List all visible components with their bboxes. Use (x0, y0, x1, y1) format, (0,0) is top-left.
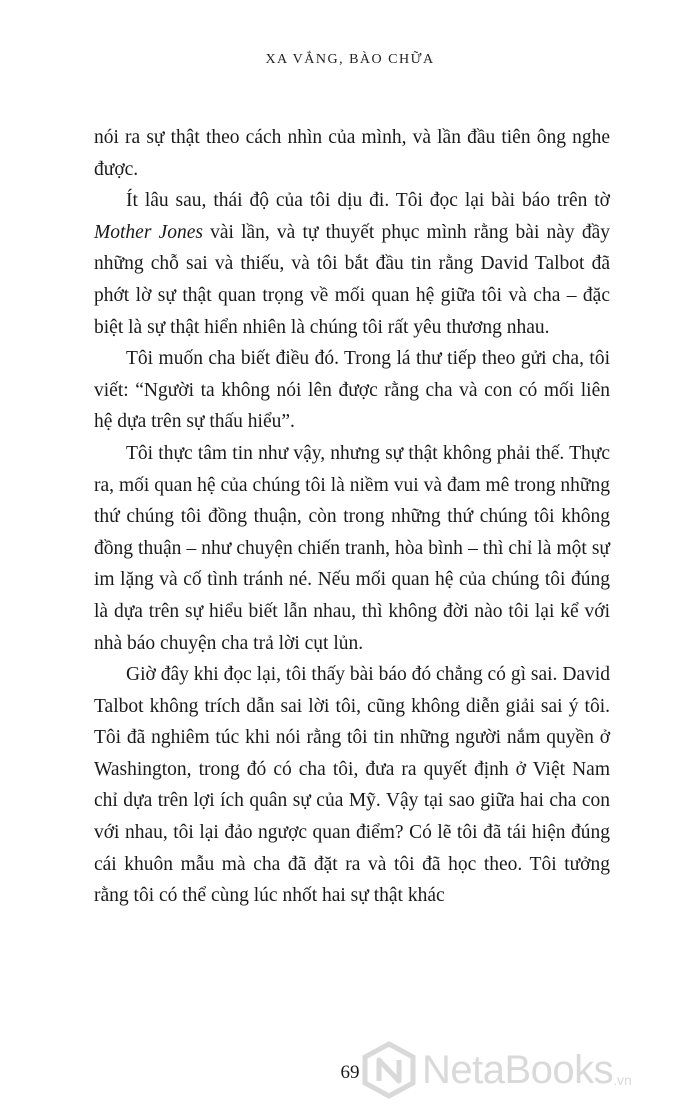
paragraph-4 (94, 438, 610, 659)
running-head: XA VẮNG, BÀO CHỮA (265, 52, 435, 67)
paragraph-4-text: Tôi thực tâm tin như vậy, nhưng sự thật không phải thế. Thực ra, mối quan hệ của chúng tôi là niềm vui và đam mê trong những thứ chúng tôi đồng thuận, còn trong những thứ chúng tôi không đồng thuận – như chuyện chiến tranh, hòa bình – thì chỉ là một sự im lặng và cố tình tránh né. Nếu mối quan hệ của chúng tôi đúng là dựa trên sự hiểu biết lẫn nhau, thì không đời nào tôi lại kể với nhà báo chuyện cha trả lời cụt lủn. (94, 442, 610, 654)
paragraph-2-text-end: vài lần, và tự thuyết phục mình rằng bài này đầy những chỗ sai và thiếu, và tôi bắt đầu tin rằng David Talbot đã phớt lờ sự thật quan trọng về mối quan hệ giữa tôi và cha – đặc biệt là sự thật hiển nhiên là chúng tôi rất yêu thương nhau. (94, 221, 610, 338)
watermark (360, 1040, 690, 1100)
page-number: 69 (340, 1062, 360, 1083)
paragraph-2-text-start: Ít lâu sau, thái độ của tôi dịu đi. Tôi đọc lại bài báo trên tờ (126, 190, 610, 212)
paragraph-1 (94, 122, 610, 185)
magazine-title-italic: Mother Jones (94, 221, 203, 243)
paragraph-1-text: nói ra sự thật theo cách nhìn của mình, và lần đầu tiên ông nghe được. (94, 127, 610, 180)
watermark-tld: .vn (613, 1072, 632, 1088)
paragraph-5-text: Giờ đây khi đọc lại, tôi thấy bài báo đó chẳng có gì sai. David Talbot không trích dẫn sai lời tôi, cũng không diễn giải sai ý tôi. Tôi đã nghiêm túc khi nói rằng tôi tin những người nắm quyền ở Washington, trong đó có cha tôi, đưa ra quyết định ở Việt Nam chỉ dựa trên lợi ích quân sự của Mỹ. Vậy tại sao giữa hai cha con với nhau, tôi lại đảo ngược quan điểm? Có lẽ tôi đã tái hiện đúng cái khuôn mẫu mà cha đã đặt ra và tôi đã học theo. Tôi tưởng rằng tôi có thể cùng lúc nhốt hai sự thật khác (94, 664, 610, 907)
watermark-brand: NetaBooks (422, 1047, 614, 1092)
netabooks-logo-icon (360, 1041, 418, 1099)
paragraph-2 (94, 185, 610, 343)
paragraph-3-text: Tôi muốn cha biết điều đó. Trong lá thư tiếp theo gửi cha, tôi viết: “Người ta không nói lên được rằng cha và con có mối liên hệ dựa trên sự thấu hiểu”. (94, 348, 610, 433)
paragraph-3 (94, 343, 610, 438)
paragraph-5 (94, 659, 610, 912)
body-text (94, 122, 610, 912)
